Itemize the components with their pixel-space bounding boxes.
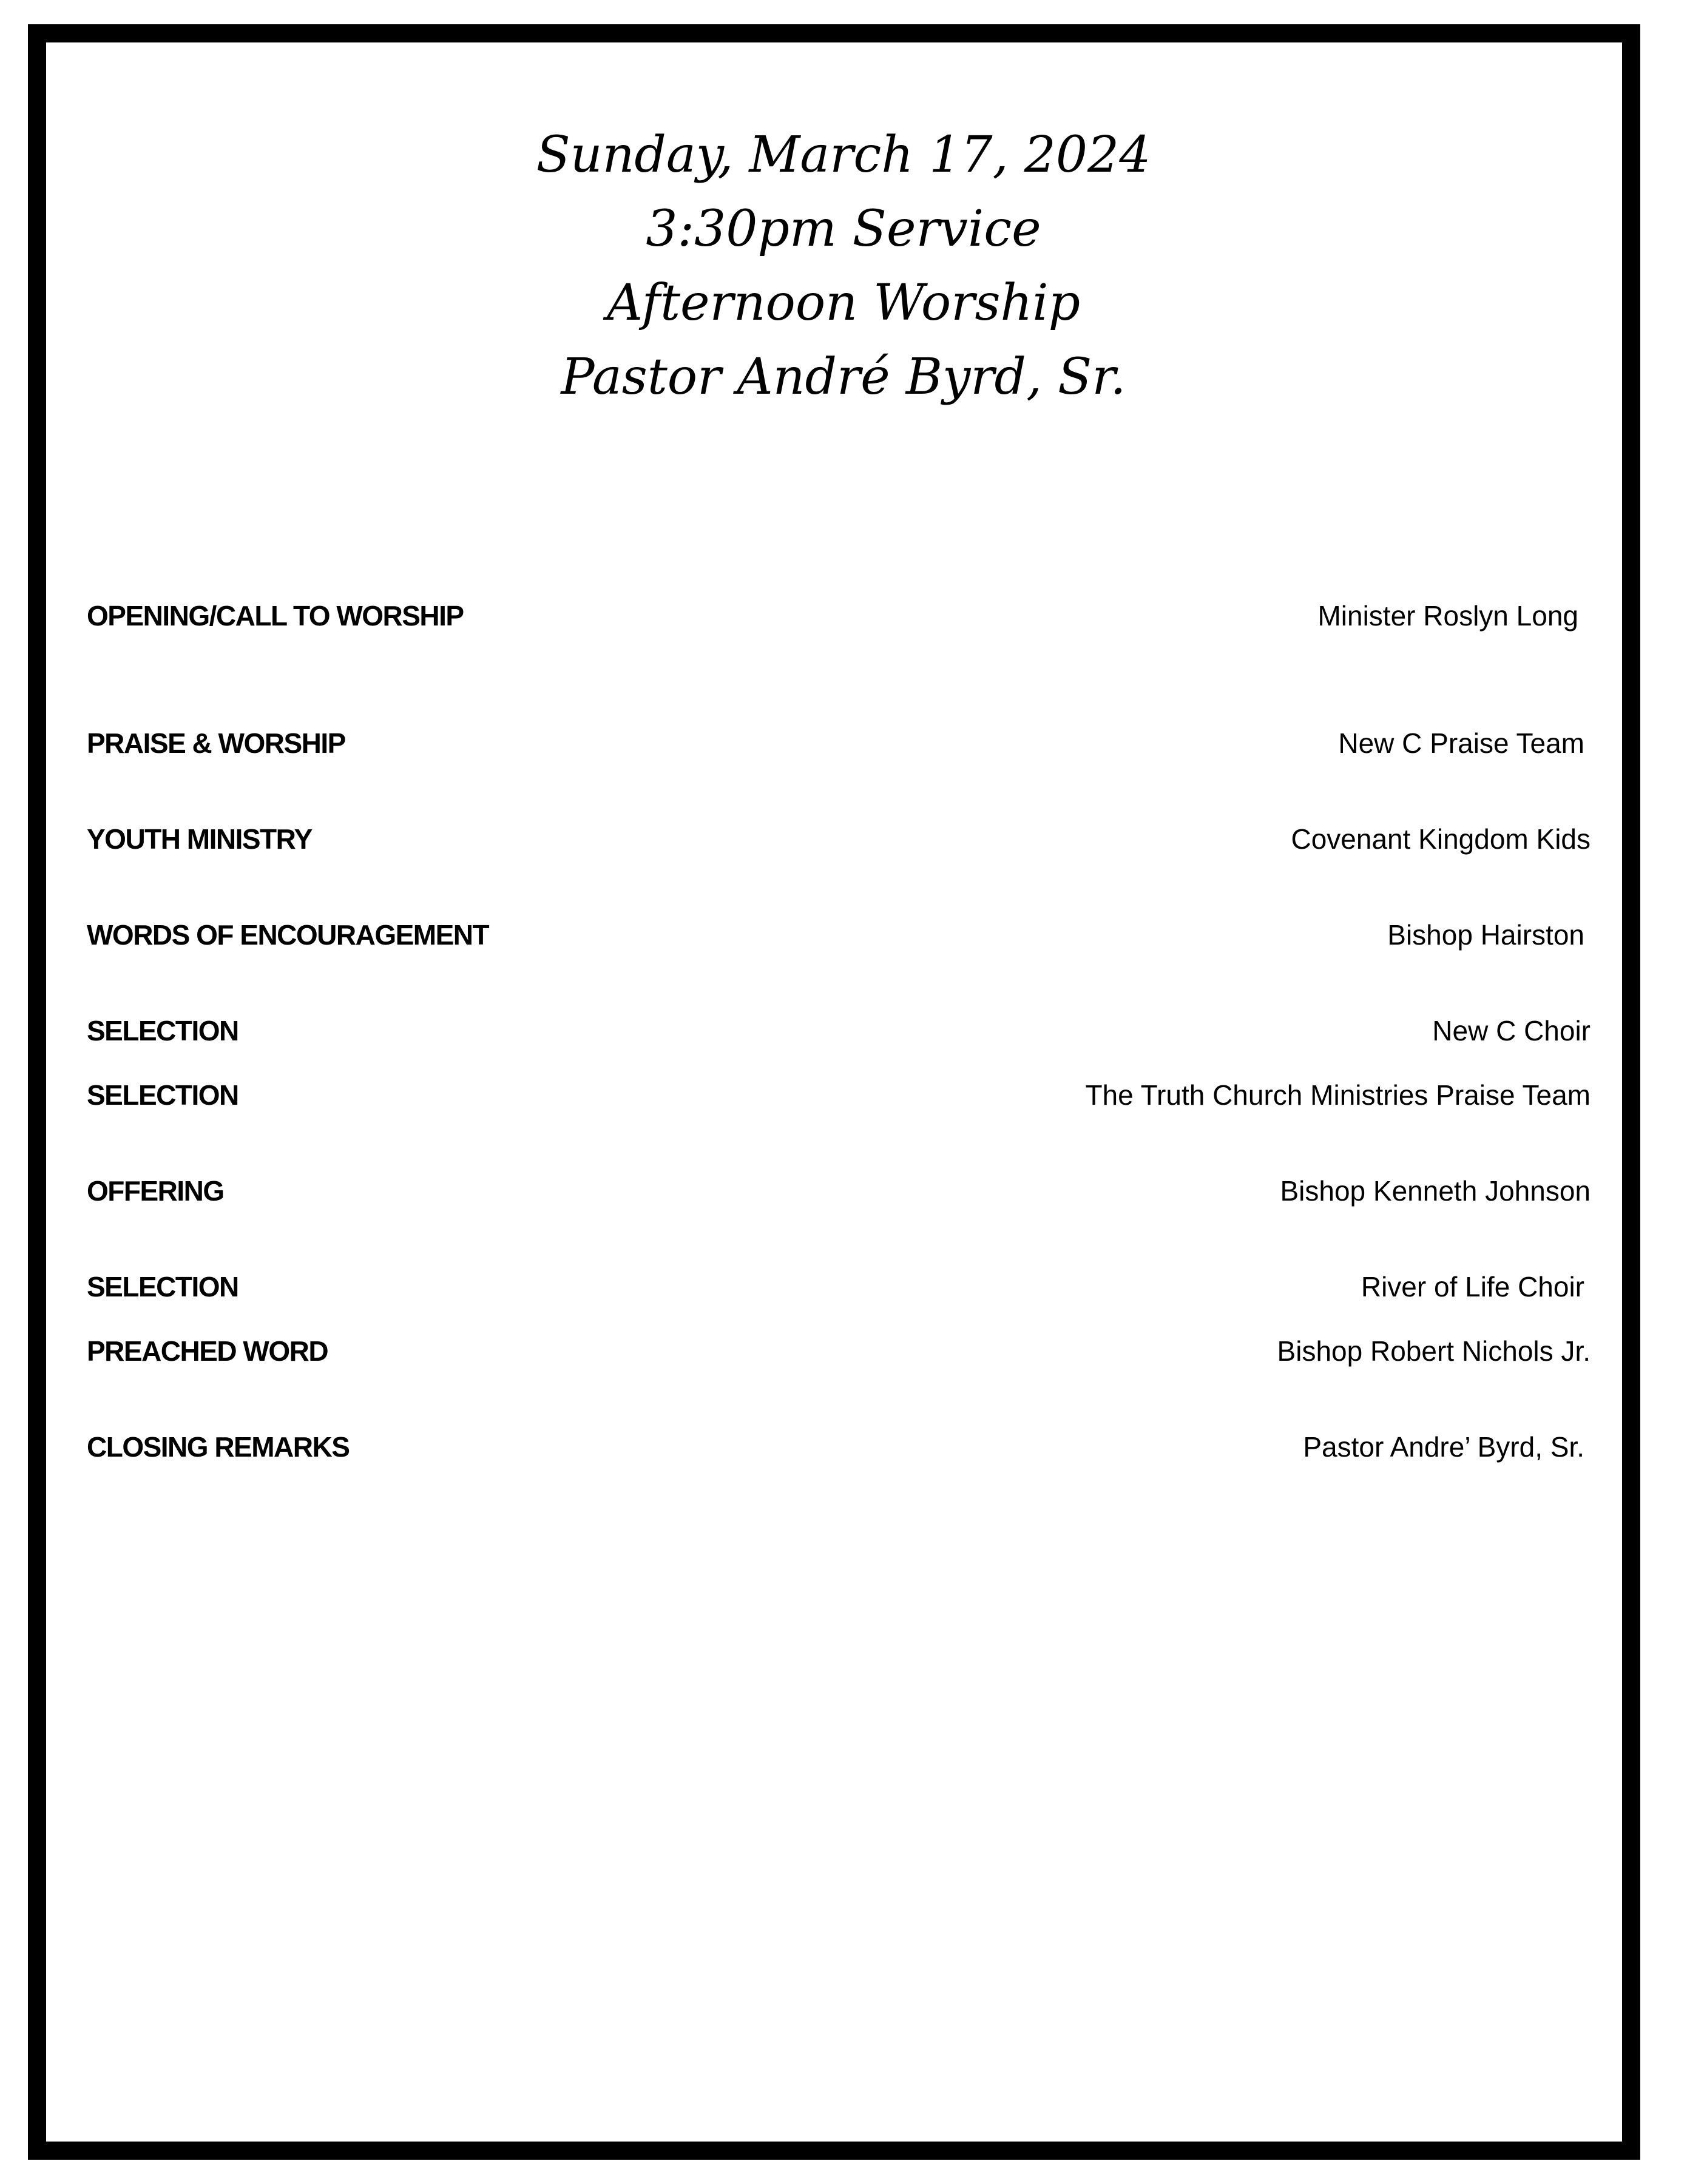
service-title: Afternoon Worship <box>606 274 1081 332</box>
program-row <box>87 1266 1584 1308</box>
program-item-participant: Covenant Kingdom Kids <box>1291 823 1591 855</box>
program-item-label: YOUTH MINISTRY <box>87 823 312 855</box>
program-item-participant: The Truth Church Ministries Praise Team <box>1085 1079 1591 1111</box>
program-row <box>87 1170 1591 1212</box>
program-item-label: CLOSING REMARKS <box>87 1431 350 1463</box>
service-date: Sunday, March 17, 2024 <box>536 126 1151 184</box>
program-row <box>87 1426 1584 1468</box>
program-row <box>87 1009 1591 1052</box>
program-item-participant: New C Choir <box>1432 1015 1591 1046</box>
program-item-participant: New C Praise Team <box>1338 727 1584 759</box>
program-item-label: SELECTION <box>87 1271 238 1303</box>
program-item-participant: Bishop Hairston <box>1387 919 1584 951</box>
program-row <box>87 595 1578 637</box>
order-of-service <box>87 0 1591 2184</box>
service-pastor: Pastor André Byrd, Sr. <box>561 348 1126 406</box>
service-time: 3:30pm Service <box>646 200 1041 258</box>
program-item-label: PREACHED WORD <box>87 1335 328 1367</box>
program-row <box>87 1074 1591 1116</box>
program-row <box>87 914 1584 956</box>
program-row <box>87 722 1584 764</box>
program-row <box>87 1330 1591 1372</box>
program-item-participant: Bishop Kenneth Johnson <box>1280 1175 1591 1207</box>
program-row <box>87 818 1591 860</box>
program-item-participant: Pastor Andre’ Byrd, Sr. <box>1303 1431 1584 1463</box>
program-item-label: SELECTION <box>87 1079 238 1111</box>
program-item-label: PRAISE & WORSHIP <box>87 727 345 759</box>
program-item-participant: River of Life Choir <box>1361 1271 1584 1303</box>
program-item-participant: Minister Roslyn Long <box>1317 600 1578 632</box>
program-item-label: SELECTION <box>87 1015 238 1046</box>
program-item-label: OPENING/CALL TO WORSHIP <box>87 600 464 632</box>
program-item-participant: Bishop Robert Nichols Jr. <box>1277 1335 1591 1367</box>
program-item-label: WORDS OF ENCOURAGEMENT <box>87 919 489 951</box>
program-item-label: OFFERING <box>87 1175 224 1207</box>
